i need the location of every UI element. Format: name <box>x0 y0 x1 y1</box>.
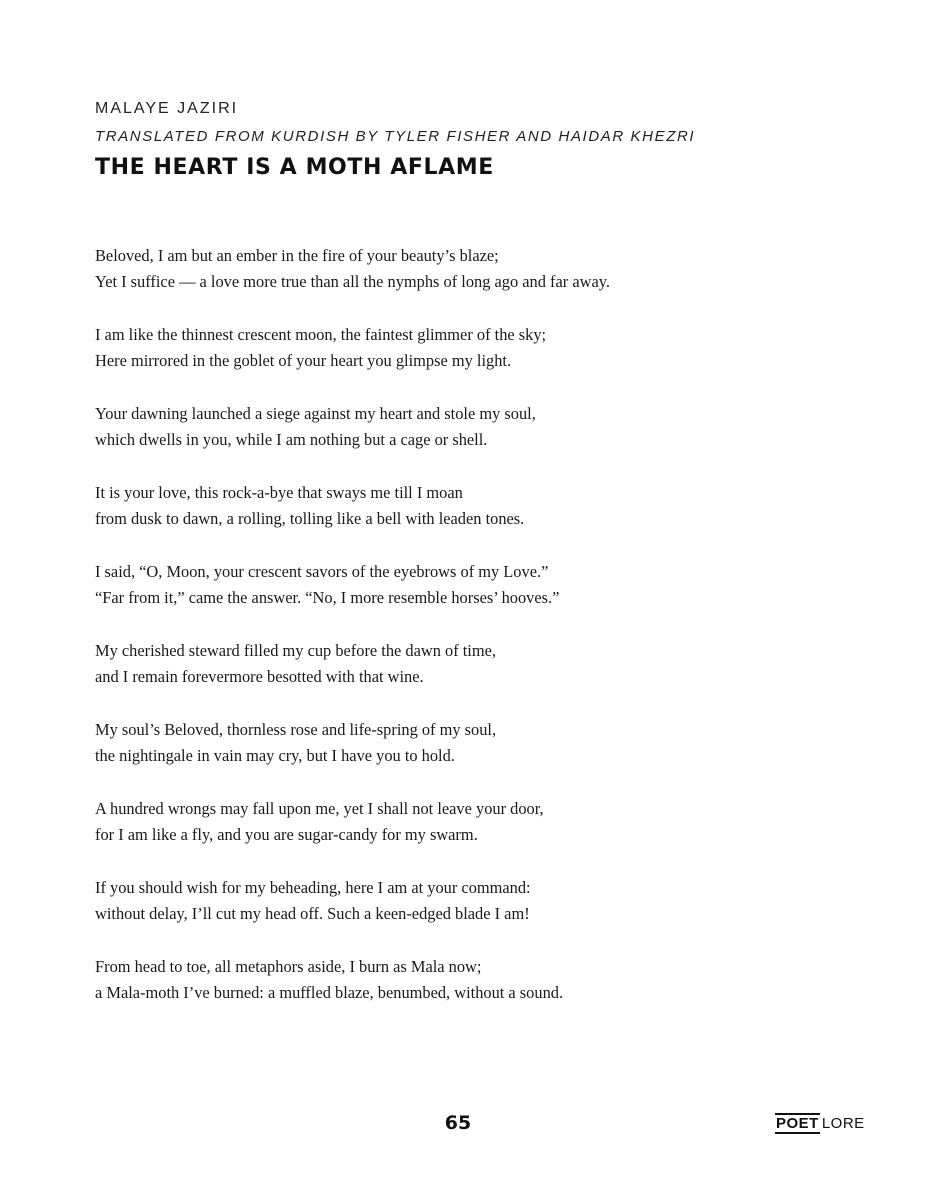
poem-line: Beloved, I am but an ember in the fire of your beauty’s blaze; <box>95 246 499 265</box>
poem-line: Your dawning launched a siege against my heart and stole my soul, <box>95 404 536 423</box>
stanza <box>95 559 855 611</box>
poem-line: I said, “O, Moon, your crescent savors of the eyebrows of my Love.” <box>95 562 549 581</box>
poem-line: a Mala-moth I’ve burned: a muffled blaze, benumbed, without a sound. <box>95 983 564 1002</box>
stanza <box>95 954 855 1006</box>
poem-line: My cherished steward filled my cup before the dawn of time, <box>95 641 496 660</box>
poem-line: A hundred wrongs may fall upon me, yet I shall not leave your door, <box>95 799 544 818</box>
stanza <box>95 480 855 532</box>
poem-line: the nightingale in vain may cry, but I have you to hold. <box>95 746 455 765</box>
author-name: MALAYE JAZIRI <box>95 100 239 117</box>
stanza <box>95 638 855 690</box>
stanza <box>95 875 855 927</box>
poem-line: which dwells in you, while I am nothing but a cage or shell. <box>95 430 488 449</box>
poem-line: I am like the thinnest crescent moon, the faintest glimmer of the sky; <box>95 325 547 344</box>
poem-line: Here mirrored in the goblet of your heart you glimpse my light. <box>95 351 512 370</box>
poem-line: From head to toe, all metaphors aside, I burn as Mala now; <box>95 957 482 976</box>
page-number: 65 <box>444 1112 472 1134</box>
translator-credit: TRANSLATED FROM KURDISH BY TYLER FISHER AND HAIDAR KHEZRI <box>95 128 696 145</box>
stanza <box>95 717 855 769</box>
poem-line: without delay, I’ll cut my head off. Such a keen-edged blade I am! <box>95 904 530 923</box>
stanza <box>95 796 855 848</box>
poem-title: THE HEART IS A MOTH AFLAME <box>95 155 494 180</box>
stanza <box>95 322 855 374</box>
poem-line: from dusk to dawn, a rolling, tolling like a bell with leaden tones. <box>95 509 525 528</box>
poem-line: Yet I suffice — a love more true than all the nymphs of long ago and far away. <box>95 272 610 291</box>
poem-line: for I am like a fly, and you are sugar-candy for my swarm. <box>95 825 478 844</box>
logo-poet-text: POET <box>776 1115 819 1132</box>
stanza <box>95 401 855 453</box>
poem-line: My soul’s Beloved, thornless rose and life-spring of my soul, <box>95 720 497 739</box>
poem-body <box>95 243 855 1033</box>
logo-lore-text: LORE <box>821 1115 865 1132</box>
poem-line: and I remain forevermore besotted with that wine. <box>95 667 424 686</box>
poem-line: “Far from it,” came the answer. “No, I more resemble horses’ hooves.” <box>95 588 560 607</box>
stanza <box>95 243 855 295</box>
poem-line: If you should wish for my beheading, here I am at your command: <box>95 878 531 897</box>
poem-line: It is your love, this rock-a-bye that sways me till I moan <box>95 483 463 502</box>
poet-lore-logo <box>775 1115 865 1132</box>
